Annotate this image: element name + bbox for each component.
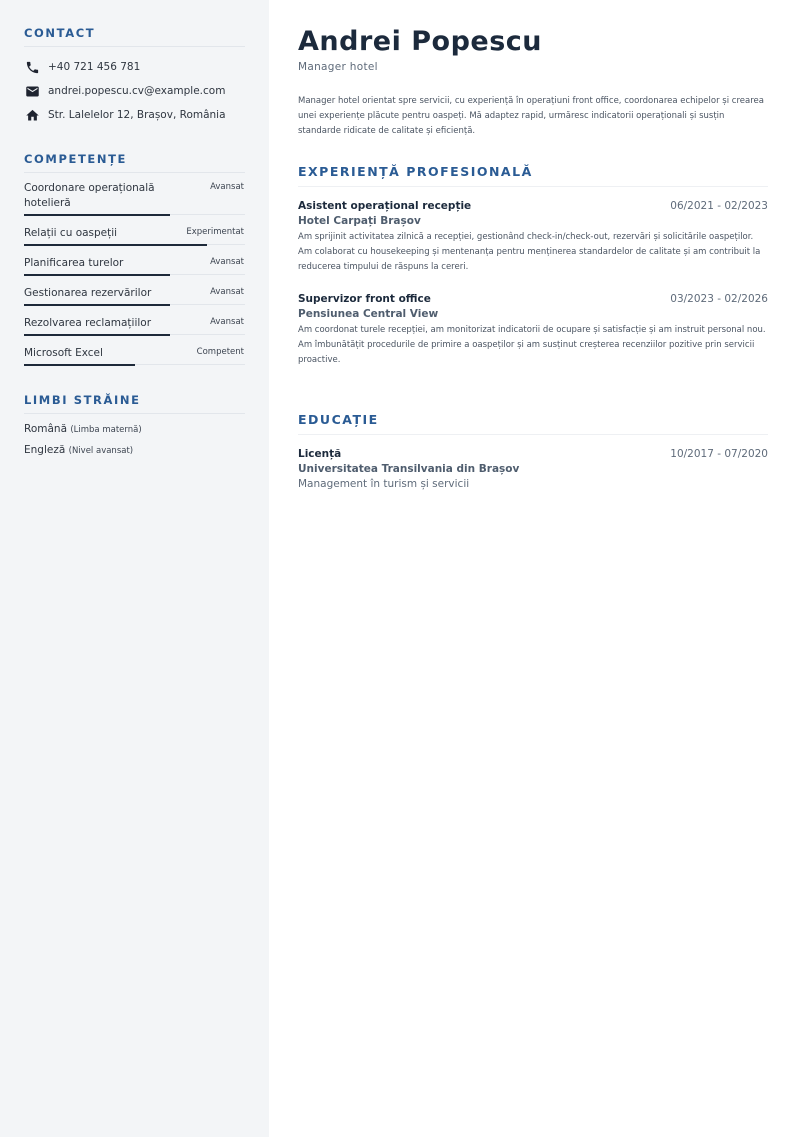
language-level: (Limba maternă) [70,425,142,435]
experience-description: Am coordonat turele recepției, am monitorizat indicatorii de ocupare și satisfacție și am instruit personal nou. Am îmbunătățit procedurile de primire a oaspeților și am susținut creșterea recenziilor pozitive prin servicii proactive. [298,325,766,365]
skill-item [24,316,245,335]
candidate-name: Andrei Popescu [298,26,543,57]
skill-level: Avansat [210,287,244,297]
skill-name: Microsoft Excel [24,347,103,359]
experience-employer: Hotel Carpați Brașov [298,215,421,227]
language-item [24,444,133,456]
contact-address [24,106,245,124]
language-name: Română [24,423,67,435]
contact-email [24,82,245,100]
education-heading: EDUCAȚIE [298,412,768,435]
skill-bar [24,364,135,366]
mail-icon [24,83,41,100]
skill-level: Avansat [210,317,244,327]
skill-bar [24,214,170,216]
skill-bar [24,244,207,246]
job-title: Manager hotel [298,61,378,73]
experience-dates: 06/2021 - 02/2023 [670,200,768,212]
language-name: Engleză [24,444,66,456]
experience-employer: Pensiunea Central View [298,308,439,320]
education-school: Universitatea Transilvania din Brașov [298,463,520,475]
skill-level: Avansat [210,257,244,267]
skill-item [24,181,245,215]
skills-heading: COMPETENȚE [24,152,245,173]
languages-heading: LIMBI STRĂINE [24,393,245,414]
skill-item [24,286,245,305]
contact-phone [24,58,245,76]
skill-level: Experimentat [186,227,244,237]
home-icon [24,107,41,124]
skill-level: Competent [196,347,244,357]
experience-dates: 03/2023 - 02/2026 [670,293,768,305]
experience-heading: EXPERIENȚĂ PROFESIONALĂ [298,164,768,187]
skill-bar [24,274,170,276]
phone-icon [24,59,41,76]
email-address[interactable]: andrei.popescu.cv@example.com [48,85,226,97]
phone-number: +40 721 456 781 [48,61,141,73]
postal-address: Str. Lalelelor 12, Brașov, România [48,109,226,121]
experience-title: Supervizor front office [298,293,431,305]
language-item [24,423,142,435]
skill-item [24,346,245,365]
skill-item [24,256,245,275]
skill-bar [24,334,170,336]
skill-name: Coordonare operațională hotelieră [24,182,155,209]
language-level: (Nivel avansat) [68,446,134,456]
skill-bar [24,304,170,306]
experience-description: Am sprijinit activitatea zilnică a recepției, gestionând check-in/check-out, rezervări și solicitările oaspeților. Am colaborat cu housekeeping și mentenanța pentru menținerea standardelor de calitate și am contribuit la reducerea timpului de răspuns la cereri. [298,232,761,272]
skill-level: Avansat [210,182,244,192]
profile-summary: Manager hotel orientat spre servicii, cu experiență în operațiuni front office, coordonarea echipelor și crearea unei experiențe plăcute pentru oaspeți. Mă adaptez rapid, urmăresc indicatorii operaționali și susțin standarde ridicate de calitate și eficiență. [298,96,764,136]
skill-item [24,226,245,245]
education-degree: Licență [298,448,342,460]
education-dates: 10/2017 - 07/2020 [670,448,768,460]
skill-name: Planificarea turelor [24,257,124,269]
education-field: Management în turism și servicii [298,478,470,490]
contact-heading: CONTACT [24,26,245,47]
experience-title: Asistent operațional recepție [298,200,472,212]
skill-name: Gestionarea rezervărilor [24,287,152,299]
skill-name: Rezolvarea reclamațiilor [24,317,152,329]
skill-name: Relații cu oaspeții [24,227,118,239]
